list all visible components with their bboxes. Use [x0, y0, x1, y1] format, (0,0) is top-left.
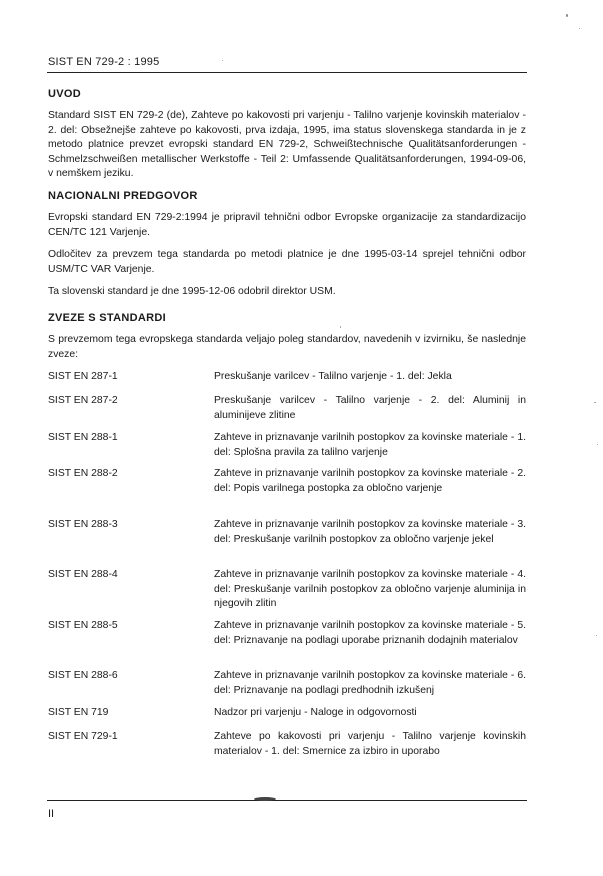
standard-description: Zahteve in priznavanje varilnih postopkov za kovinske materiale - 4. del: Preskušanje varilnih postopkov za obločno varjenje aluminija in njegovih zlitin — [214, 569, 526, 609]
zveze-intro: S prevzemom tega evropskega standarda veljajo poleg standardov, navedenih v izvirniku, še naslednje zveze: — [48, 334, 526, 360]
scan-speck — [594, 402, 596, 403]
standard-code: SIST EN 288-4 — [48, 569, 118, 580]
standard-description: Preskušanje varilcev - Talilno varjenje - 1. del: Jekla — [214, 371, 452, 382]
heading-uvod: UVOD — [48, 88, 81, 100]
standard-description: Zahteve in priznavanje varilnih postopkov za kovinske materiale - 6. del: Priznavanje na podlagi predhodnih izkušenj — [214, 670, 526, 696]
standard-description: Zahteve in priznavanje varilnih postopkov za kovinske materiale - 3. del: Preskušanje varilnih postopkov za obločno varjenje jekel — [214, 519, 526, 545]
standard-code: SIST EN 287-1 — [48, 371, 118, 382]
footer-rule — [47, 800, 527, 801]
standard-description: Nadzor pri varjenju - Naloge in odgovornosti — [214, 707, 417, 718]
standard-description: Zahteve in priznavanje varilnih postopkov za kovinske materiale - 5. del: Priznavanje na podlagi uporabe priznanih dodajnih materialov — [214, 620, 526, 646]
header-rule — [47, 72, 527, 73]
standard-code: SIST EN 288-1 — [48, 432, 118, 443]
standard-description: Zahteve in priznavanje varilnih postopkov za kovinske materiale - 1. del: Splošna pravila za talilno varjenje — [214, 432, 526, 458]
standard-code: SIST EN 287-2 — [48, 395, 118, 406]
heading-nacionalni-predgovor: NACIONALNI PREDGOVOR — [48, 190, 198, 202]
page-number: II — [48, 808, 55, 820]
running-header: SIST EN 729-2 : 1995 — [48, 56, 160, 68]
standard-code: SIST EN 719 — [48, 707, 109, 718]
scan-speck — [566, 14, 568, 17]
scan-speck — [596, 635, 597, 636]
scan-speck — [597, 444, 598, 445]
predgovor-paragraph-1: Evropski standard EN 729-2:1994 je pripravil tehnični odbor Evropske organizacije za standardizacijo CEN/TC 121 Varjenje. — [48, 212, 526, 238]
scan-speck — [579, 28, 580, 29]
standard-code: SIST EN 729-1 — [48, 731, 118, 742]
standard-code: SIST EN 288-5 — [48, 620, 118, 631]
scan-speck — [222, 60, 223, 61]
standard-description: Zahteve in priznavanje varilnih postopkov za kovinske materiale - 2. del: Popis varilnega postopka za obločno varjenje — [214, 468, 526, 494]
predgovor-paragraph-3: Ta slovenski standard je dne 1995-12-06 odobril direktor USM. — [48, 286, 336, 297]
standard-description: Zahteve po kakovosti pri varjenju - Talilno varjenje kovinskih materialov - 1. del: Smernice za izbiro in uporabo — [214, 731, 526, 757]
predgovor-paragraph-2: Odločitev za prevzem tega standarda po metodi platnice je dne 1995-03-14 sprejel tehnični odbor USM/TC VAR Varjenje. — [48, 249, 526, 275]
standard-code: SIST EN 288-6 — [48, 670, 118, 681]
uvod-paragraph: Standard SIST EN 729-2 (de), Zahteve po kakovosti pri varjenju - Talilno varjenje kovinskih materialov - 2. del: Obsežnejše zahteve po kakovosti, prva izdaja, 1995, ima status slovenskega standarda in je z metodo platnice prevzet evropski standard EN 729-2, Schweißtechnische Qualitätsanforderungen - Schmelzschweißen metallischer Werkstoffe - Teil 2: Umfassende Qualitätsanforderungen, 1994-09-06, v nemškem jeziku. — [48, 110, 526, 179]
standard-code: SIST EN 288-2 — [48, 468, 118, 479]
scan-speck — [340, 326, 341, 328]
standard-code: SIST EN 288-3 — [48, 519, 118, 530]
scan-mark — [254, 797, 276, 801]
heading-zveze-s-standardi: ZVEZE S STANDARDI — [48, 312, 166, 324]
standard-description: Preskušanje varilcev - Talilno varjenje - 2. del: Aluminij in aluminijeve zlitine — [214, 395, 526, 421]
